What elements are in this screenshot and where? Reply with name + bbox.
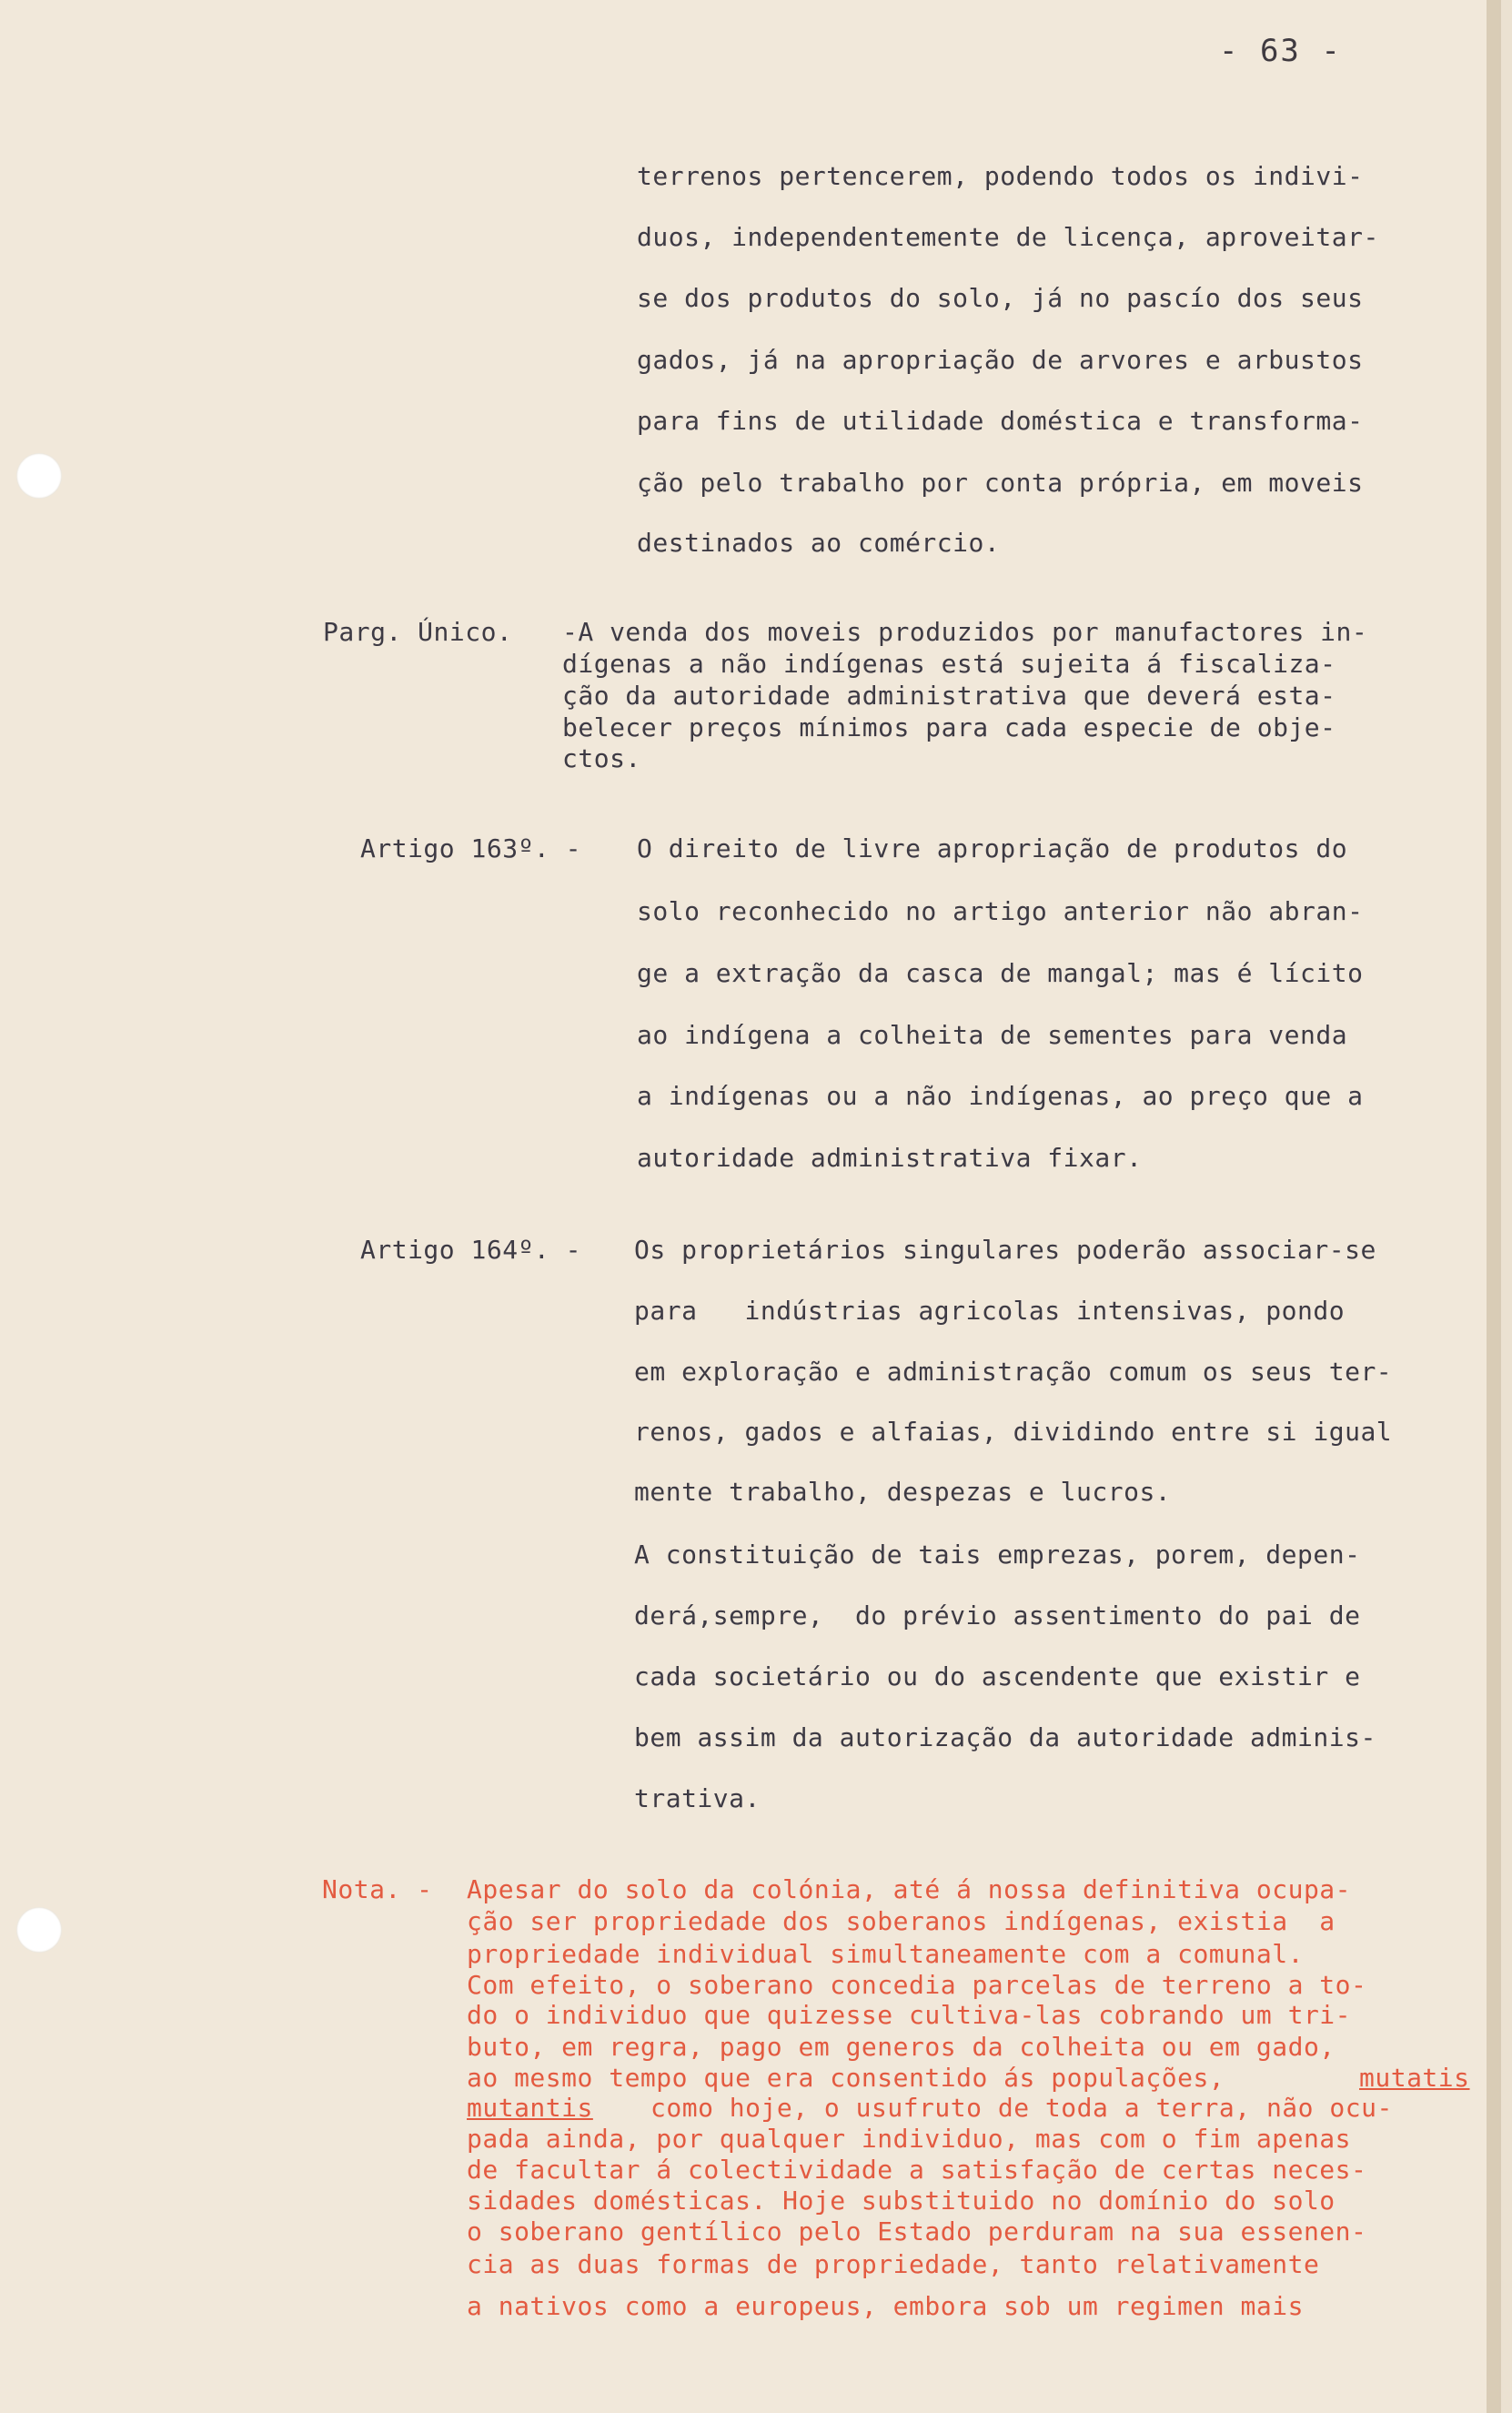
text-line: para indústrias agricolas intensivas, pondo xyxy=(634,1296,1346,1326)
text-line: ção da autoridade administrativa que deverá esta- xyxy=(562,681,1336,711)
text-line: duos, independentemente de licença, aproveitar- xyxy=(637,222,1379,252)
text-line: solo reconhecido no artigo anterior não abran- xyxy=(637,896,1364,926)
text-line: belecer preços mínimos para cada especie de obje- xyxy=(562,712,1336,742)
punch-hole-lower xyxy=(16,1907,62,1953)
note-line: a nativos como a europeus, embora sob um regimen mais xyxy=(467,2291,1304,2321)
note-line: ao mesmo tempo que era consentido ás populações, xyxy=(467,2063,1225,2093)
text-line: Os proprietários singulares poderão associar-se xyxy=(634,1235,1376,1265)
text-line: se dos produtos do solo, já no pascío dos seus xyxy=(637,283,1364,313)
text-line: derá,sempre, do prévio assentimento do pai de xyxy=(634,1600,1361,1631)
note-line: como hoje, o usufruto de toda a terra, não ocu- xyxy=(650,2093,1393,2123)
text-line: cada societário ou do ascendente que existir e xyxy=(634,1661,1361,1691)
text-line: destinados ao comércio. xyxy=(637,528,1001,558)
text-line: para fins de utilidade doméstica e transforma- xyxy=(637,406,1364,436)
text-line: bem assim da autorização da autoridade adminis- xyxy=(634,1722,1376,1752)
note-emphasis: mutatis xyxy=(1359,2063,1470,2093)
article-label: Artigo 163º. - xyxy=(360,833,582,863)
article-label: Artigo 164º. - xyxy=(360,1235,582,1265)
note-line: Apesar do solo da colónia, até á nossa definitiva ocupa- xyxy=(467,1874,1352,1904)
section-label: Parg. Único. xyxy=(323,617,513,647)
text-line: ção pelo trabalho por conta própria, em moveis xyxy=(637,468,1364,498)
note-line: propriedade individual simultaneamente com a comunal. xyxy=(467,1939,1304,1969)
note-line: sidades domésticas. Hoje substituido no domínio do solo xyxy=(467,2186,1336,2216)
note-line: Com efeito, o soberano concedia parcelas de terreno a to- xyxy=(467,1970,1367,2000)
text-line: O direito de livre apropriação de produtos do xyxy=(637,833,1348,863)
text-line: em exploração e administração comum os seus ter- xyxy=(634,1357,1393,1387)
note-line: ção ser propriedade dos soberanos indígenas, existia a xyxy=(467,1906,1336,1936)
text-line: gados, já na apropriação de arvores e arbustos xyxy=(637,345,1364,375)
text-line: autoridade administrativa fixar. xyxy=(637,1143,1143,1173)
note-line: de facultar á colectividade a satisfação de certas neces- xyxy=(467,2155,1367,2185)
text-line: ao indígena a colheita de sementes para venda xyxy=(637,1020,1348,1050)
text-line: dígenas a não indígenas está sujeita á fiscaliza- xyxy=(562,649,1336,679)
note-emphasis: mutantis xyxy=(467,2093,593,2123)
note-label: Nota. - xyxy=(322,1874,433,1904)
text-line: renos, gados e alfaias, dividindo entre si igual xyxy=(634,1417,1393,1447)
note-line: o soberano gentílico pelo Estado perduram na sua essenen- xyxy=(467,2216,1367,2246)
punch-hole-upper xyxy=(16,453,62,499)
text-line: A constituição de tais emprezas, porem, depen- xyxy=(634,1540,1361,1570)
text-line: ctos. xyxy=(562,743,641,773)
text-line: mente trabalho, despezas e lucros. xyxy=(634,1477,1172,1507)
text-line: -A venda dos moveis produzidos por manufactores in- xyxy=(562,617,1368,647)
note-line: pada ainda, por qualquer individuo, mas com o fim apenas xyxy=(467,2124,1352,2154)
note-line: buto, em regra, pago em generos da colheita ou em gado, xyxy=(467,2032,1336,2062)
note-line: do o individuo que quizesse cultiva-las cobrando um tri- xyxy=(467,2000,1352,2030)
note-line: cia as duas formas de propriedade, tanto relativamente xyxy=(467,2249,1320,2279)
text-line: a indígenas ou a não indígenas, ao preço que a xyxy=(637,1081,1364,1111)
page-number: - 63 - xyxy=(1219,33,1342,69)
text-line: ge a extração da casca de mangal; mas é lícito xyxy=(637,958,1364,988)
text-line: trativa. xyxy=(634,1783,761,1813)
paper-edge xyxy=(1487,0,1499,2413)
text-line: terrenos pertencerem, podendo todos os indivi- xyxy=(637,161,1364,191)
